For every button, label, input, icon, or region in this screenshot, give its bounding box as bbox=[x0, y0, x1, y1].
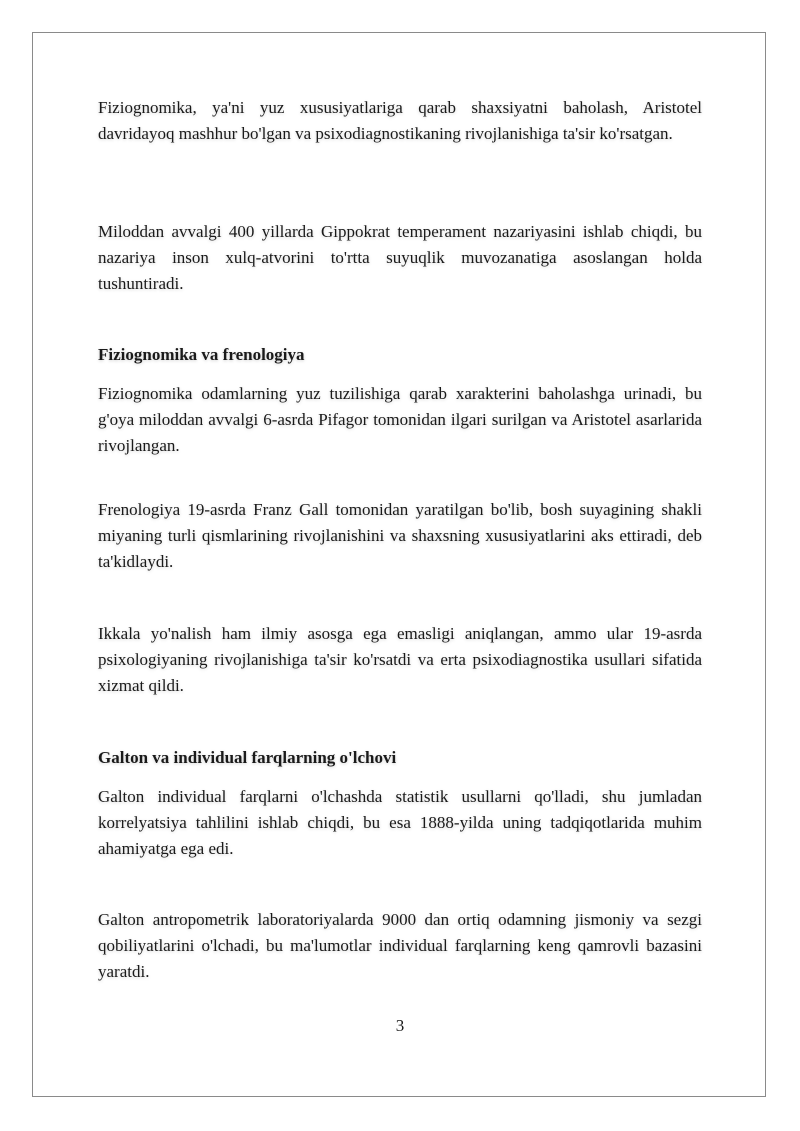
section-heading-galton: Galton va individual farqlarning o'lchovi bbox=[98, 748, 397, 767]
paragraph-phrenology: Frenologiya 19-asrda Franz Gall tomonidan yaratilgan bo'lib, bosh suyagining shakli miyaning turli qismlarining rivojlanishini va shaxsning xususiyatlarini aks ettiradi, deb ta'kidlaydi. bbox=[98, 500, 702, 571]
section-heading-physiognomy-phrenology: Fiziognomika va frenologiya bbox=[98, 345, 305, 364]
paragraph-physiognomy-intro: Fiziognomika, ya'ni yuz xususiyatlariga qarab shaxsiyatni baholash, Aristotel davridayoq mashhur bo'lgan va psixodiagnostikaning rivojlanishiga ta'sir ko'rsatgan. bbox=[98, 98, 702, 143]
paragraph-galton-statistics: Galton individual farqlarni o'lchashda statistik usullarni qo'lladi, shu jumladan korrelyatsiya tahlilini ishlab chiqdi, bu esa 1888-yilda uning tadqiqotlarida muhim ahamiyatga ega edi. bbox=[98, 787, 702, 858]
page-number: 3 bbox=[395, 1016, 405, 1035]
paragraph-both-directions: Ikkala yo'nalish ham ilmiy asosga ega emasligi aniqlangan, ammo ular 19-asrda psixologiyaning rivojlanishiga ta'sir ko'rsatdi va erta psixodiagnostika usullari sifatida xizmat qildi. bbox=[98, 624, 702, 695]
paragraph-galton-anthropometric: Galton antropometrik laboratoriyalarda 9000 dan ortiq odamning jismoniy va sezgi qobiliyatlarini o'lchadi, bu ma'lumotlar individual farqlarning keng qamrovli bazasini yaratdi. bbox=[98, 910, 702, 981]
paragraph-hippocrates: Miloddan avvalgi 400 yillarda Gippokrat temperament nazariyasini ishlab chiqdi, bu nazariya inson xulq-atvorini to'rtta suyuqlik muvozanatiga asoslangan holda tushuntiradi. bbox=[98, 222, 702, 293]
paragraph-physiognomy: Fiziognomika odamlarning yuz tuzilishiga qarab xarakterini baholashga urinadi, bu g'oya miloddan avvalgi 6-asrda Pifagor tomonidan ilgari surilgan va Aristotel asarlarida rivojlangan. bbox=[98, 384, 702, 455]
